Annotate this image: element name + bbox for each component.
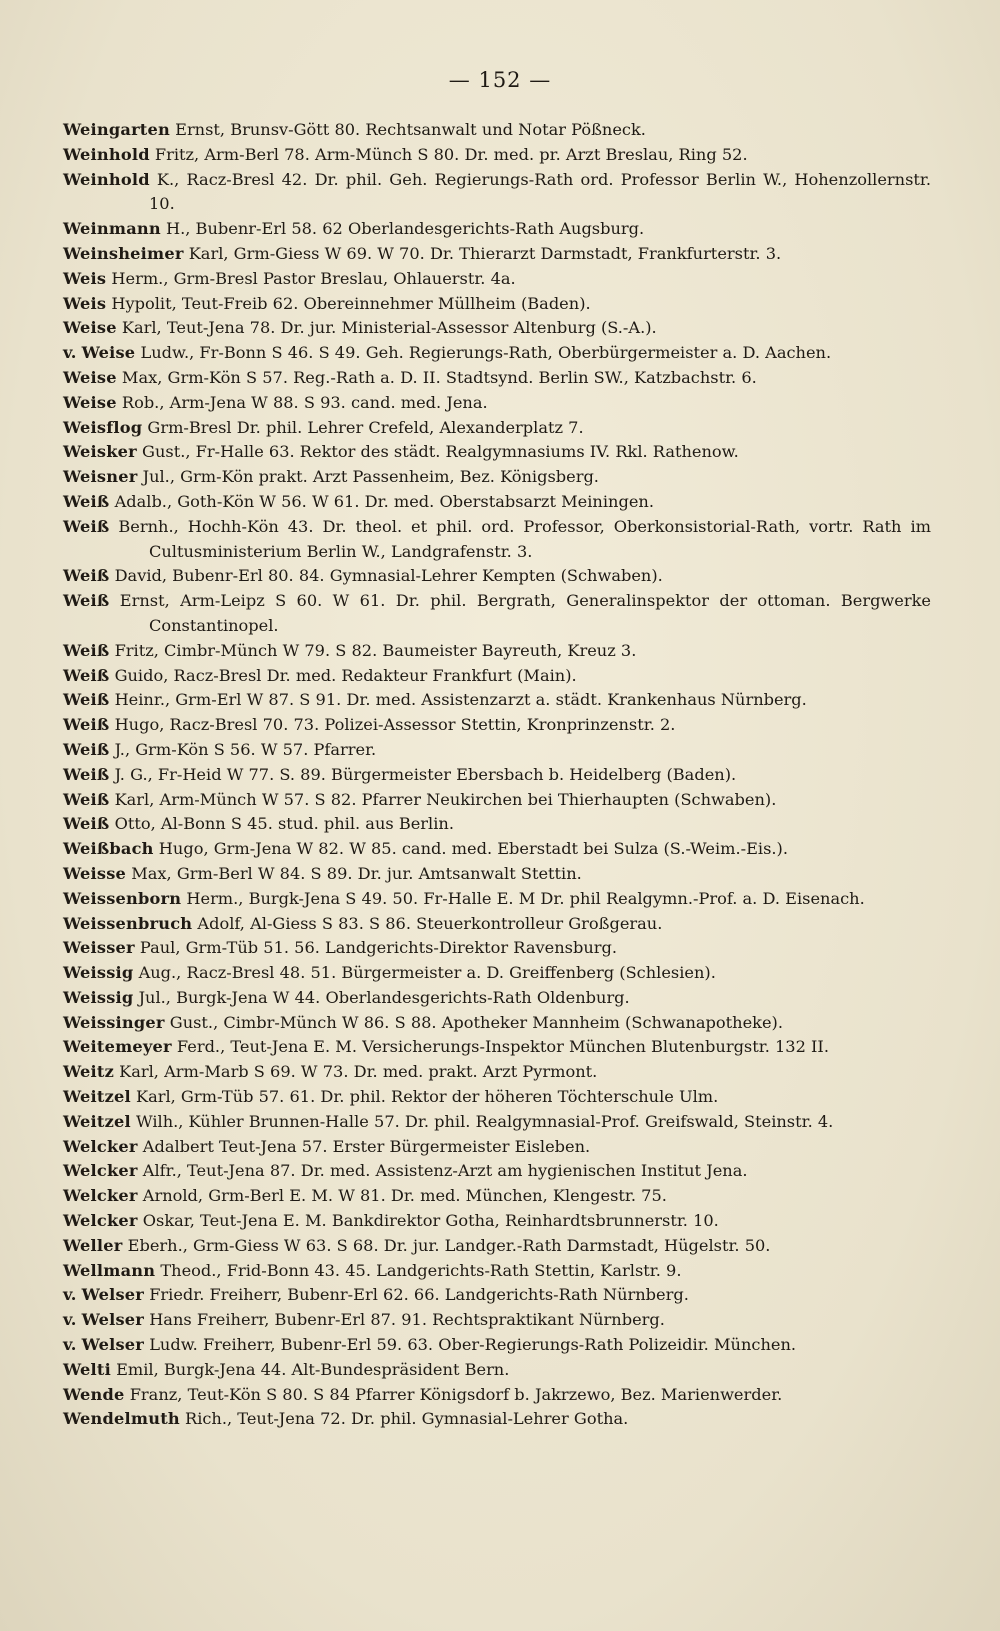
entry-details: Jul., Grm-Kön prakt. Arzt Passenheim, Bez. Königsberg. xyxy=(142,467,599,487)
entry-surname: Weinhold xyxy=(63,144,150,164)
entry-details: Adalbert Teut-Jena 57. Erster Bürgermeister Eisleben. xyxy=(142,1136,591,1156)
entry-details: Guido, Racz-Bresl Dr. med. Redakteur Frankfurt (Main). xyxy=(114,665,577,685)
list-item xyxy=(63,341,931,366)
entry-surname: Welti xyxy=(63,1359,111,1379)
list-item xyxy=(63,589,931,639)
entry-details: Ludw. Freiherr, Bubenr-Erl 59. 63. Ober-Regierungs-Rath Polizeidir. München. xyxy=(149,1335,797,1355)
entry-details: Paul, Grm-Tüb 51. 56. Landgerichts-Direktor Ravensburg. xyxy=(139,938,617,958)
list-item xyxy=(63,1184,931,1209)
list-item xyxy=(63,1060,931,1085)
entry-details: Eberh., Grm-Giess W 63. S 68. Dr. jur. Landger.-Rath Darmstadt, Hügelstr. 50. xyxy=(127,1235,771,1255)
page-number: — 152 — xyxy=(448,68,552,92)
list-item xyxy=(63,1159,931,1184)
entry-surname: Weis xyxy=(63,293,107,313)
entry-details: J. G., Fr-Heid W 77. S. 89. Bürgermeister Ebersbach b. Heidelberg (Baden). xyxy=(114,764,737,784)
entry-surname: Weiß xyxy=(63,491,110,511)
entry-surname: Welcker xyxy=(63,1211,138,1231)
list-item xyxy=(63,292,931,317)
list-item xyxy=(63,366,931,391)
entry-list xyxy=(63,118,931,1432)
list-item xyxy=(63,912,931,937)
list-item xyxy=(63,1011,931,1036)
entry-details: Friedr. Freiherr, Bubenr-Erl 62. 66. Landgerichts-Rath Nürnberg. xyxy=(149,1285,689,1305)
entry-details: Gust., Cimbr-Münch W 86. S 88. Apotheker Mannheim (Schwanapotheke). xyxy=(169,1012,783,1032)
entry-surname: Weissenborn xyxy=(63,888,182,908)
list-item xyxy=(63,664,931,689)
entry-surname: Weißbach xyxy=(63,839,154,859)
entry-surname: Weitemeyer xyxy=(63,1037,172,1057)
entry-surname: Weingarten xyxy=(63,120,170,139)
entry-surname: Weiß xyxy=(63,516,110,536)
entry-surname: Welser xyxy=(81,1335,145,1355)
list-item xyxy=(63,1383,931,1408)
entry-surname: Welser xyxy=(81,1310,145,1330)
list-item xyxy=(63,1407,931,1432)
entry-details: Karl, Grm-Giess W 69. W 70. Dr. Thierarzt Darmstadt, Frankfurterstr. 3. xyxy=(188,243,782,263)
entry-details: J., Grm-Kön S 56. W 57. Pfarrer. xyxy=(114,739,377,759)
entry-details: Otto, Al-Bonn S 45. stud. phil. aus Berlin. xyxy=(114,814,454,834)
list-item xyxy=(63,961,931,986)
list-item xyxy=(63,1135,931,1160)
list-item xyxy=(63,1234,931,1259)
entry-surname: Welser xyxy=(81,1285,145,1305)
entry-surname: Weissig xyxy=(63,963,134,983)
entry-details: Hugo, Racz-Bresl 70. 73. Polizei-Assessor Stettin, Kronprinzenstr. 2. xyxy=(114,715,676,735)
entry-details: Theod., Frid-Bonn 43. 45. Landgerichts-Rath Stettin, Karlstr. 9. xyxy=(160,1260,682,1280)
entry-details: Karl, Teut-Jena 78. Dr. jur. Ministerial-Assessor Altenburg (S.-A.). xyxy=(121,318,657,338)
entry-surname: Welcker xyxy=(63,1186,138,1206)
list-item xyxy=(63,1035,931,1060)
list-item xyxy=(63,242,931,267)
list-item xyxy=(63,490,931,515)
list-item xyxy=(63,316,931,341)
list-item xyxy=(63,1209,931,1234)
entry-details: Rich., Teut-Jena 72. Dr. phil. Gymnasial-Lehrer Gotha. xyxy=(185,1409,629,1429)
entry-surname: Wende xyxy=(63,1384,125,1404)
entry-details: Aug., Racz-Bresl 48. 51. Bürgermeister a. D. Greiffenberg (Schlesien). xyxy=(138,963,716,983)
entry-surname: Weis xyxy=(63,268,107,288)
list-item xyxy=(63,1085,931,1110)
entry-surname: Weller xyxy=(63,1235,123,1255)
list-item xyxy=(63,217,931,242)
entry-prefix: v. xyxy=(63,1285,77,1305)
list-item xyxy=(63,1283,931,1308)
entry-surname: Weiß xyxy=(63,789,110,809)
entry-prefix: v. xyxy=(63,1335,77,1355)
entry-details: Rob., Arm-Jena W 88. S 93. cand. med. Jena. xyxy=(121,392,488,412)
entry-details: Emil, Burgk-Jena 44. Alt-Bundespräsident Bern. xyxy=(116,1359,510,1379)
entry-surname: Weitzel xyxy=(63,1111,131,1131)
entry-details: Bernh., Hochh-Kön 43. Dr. theol. et phil. ord. Professor, Oberkonsistorial-Rath, vortr. Rath im Cultusministerium Berlin W., Landgrafenstr. 3. xyxy=(118,516,931,561)
entry-surname: Weissenbruch xyxy=(63,913,193,933)
entry-details: Hans Freiherr, Bubenr-Erl 87. 91. Rechtspraktikant Nürnberg. xyxy=(149,1310,665,1330)
list-item xyxy=(63,1110,931,1135)
entry-surname: Weiß xyxy=(63,715,110,735)
entry-surname: Weiß xyxy=(63,591,110,611)
entry-details: Adolf, Al-Giess S 83. S 86. Steuerkontrolleur Großgerau. xyxy=(197,913,663,933)
entry-surname: Weisker xyxy=(63,442,137,462)
entry-prefix: v. xyxy=(63,1310,77,1330)
list-item xyxy=(63,887,931,912)
entry-surname: Weinmann xyxy=(63,219,161,239)
list-item xyxy=(63,416,931,441)
entry-surname: Welcker xyxy=(63,1136,138,1156)
entry-surname: Weiß xyxy=(63,814,110,834)
list-item xyxy=(63,738,931,763)
entry-details: Ernst, Arm-Leipz S 60. W 61. Dr. phil. Bergrath, Generalinspektor der ottoman. Bergwerke Constantinopel. xyxy=(119,591,931,635)
entry-details: H., Bubenr-Erl 58. 62 Oberlandesgerichts-Rath Augsburg. xyxy=(166,219,645,239)
entry-surname: Weise xyxy=(63,367,117,387)
entry-surname: Weinhold xyxy=(63,169,150,189)
entry-surname: Weise xyxy=(81,343,136,363)
entry-details: Fritz, Arm-Berl 78. Arm-Münch S 80. Dr. med. pr. Arzt Breslau, Ring 52. xyxy=(154,144,748,164)
entry-surname: Weisse xyxy=(63,863,127,883)
entry-surname: Weitzel xyxy=(63,1087,131,1107)
entry-details: Ferd., Teut-Jena E. M. Versicherungs-Inspektor München Blutenburgstr. 132 II. xyxy=(176,1037,829,1057)
entry-details: Karl, Arm-Münch W 57. S 82. Pfarrer Neukirchen bei Thierhaupten (Schwaben). xyxy=(114,789,777,809)
entry-details: Max, Grm-Kön S 57. Reg.-Rath a. D. II. Stadtsynd. Berlin SW., Katzbachstr. 6. xyxy=(121,367,757,387)
entry-surname: Weiß xyxy=(63,566,110,586)
list-item xyxy=(63,862,931,887)
entry-surname: Weisser xyxy=(63,938,135,958)
entry-details: Karl, Arm-Marb S 69. W 73. Dr. med. prakt. Arzt Pyrmont. xyxy=(119,1062,598,1082)
list-item xyxy=(63,391,931,416)
entry-details: Franz, Teut-Kön S 80. S 84 Pfarrer Königsdorf b. Jakrzewo, Bez. Marienwerder. xyxy=(129,1384,783,1404)
entry-details: David, Bubenr-Erl 80. 84. Gymnasial-Lehrer Kempten (Schwaben). xyxy=(114,566,663,586)
entry-details: Gust., Fr-Halle 63. Rektor des städt. Realgymnasiums IV. Rkl. Rathenow. xyxy=(142,442,739,462)
entry-details: Heinr., Grm-Erl W 87. S 91. Dr. med. Assistenzarzt a. städt. Krankenhaus Nürnberg. xyxy=(114,690,807,710)
entry-details: K., Racz-Bresl 42. Dr. phil. Geh. Regierungs-Rath ord. Professor Berlin W., Hohenzollernstr. 10. xyxy=(149,169,931,214)
list-item xyxy=(63,143,931,168)
list-item xyxy=(63,639,931,664)
entry-prefix: v. xyxy=(63,343,77,363)
list-item xyxy=(63,1358,931,1383)
list-item xyxy=(63,713,931,738)
entry-surname: Wellmann xyxy=(63,1260,156,1280)
entry-details: Adalb., Goth-Kön W 56. W 61. Dr. med. Oberstabsarzt Meiningen. xyxy=(114,491,654,511)
entry-surname: Weiß xyxy=(63,764,110,784)
entry-surname: Welcker xyxy=(63,1161,138,1181)
list-item xyxy=(63,564,931,589)
entry-surname: Wendelmuth xyxy=(63,1409,180,1429)
entry-details: Wilh., Kühler Brunnen-Halle 57. Dr. phil. Realgymnasial-Prof. Greifswald, Steinstr. 4. xyxy=(135,1111,834,1131)
entry-details: Arnold, Grm-Berl E. M. W 81. Dr. med. München, Klengestr. 75. xyxy=(142,1186,667,1206)
entry-surname: Weissinger xyxy=(63,1012,165,1032)
entry-details: Grm-Bresl Dr. phil. Lehrer Crefeld, Alexanderplatz 7. xyxy=(147,417,584,437)
entry-surname: Weitz xyxy=(63,1062,114,1082)
entry-details: Alfr., Teut-Jena 87. Dr. med. Assistenz-Arzt am hygienischen Institut Jena. xyxy=(142,1161,748,1181)
entry-surname: Weisflog xyxy=(63,417,143,437)
entry-details: Fritz, Cimbr-Münch W 79. S 82. Baumeister Bayreuth, Kreuz 3. xyxy=(114,640,637,660)
list-item xyxy=(63,788,931,813)
list-item xyxy=(63,763,931,788)
entry-details: Max, Grm-Berl W 84. S 89. Dr. jur. Amtsanwalt Stettin. xyxy=(131,863,582,883)
list-item xyxy=(63,118,931,143)
list-item xyxy=(63,515,931,565)
list-item xyxy=(63,986,931,1011)
entry-details: Ernst, Brunsv-Gött 80. Rechtsanwalt und Notar Pößneck. xyxy=(175,120,646,139)
entry-details: Karl, Grm-Tüb 57. 61. Dr. phil. Rektor der höheren Töchterschule Ulm. xyxy=(135,1087,719,1107)
entry-surname: Weiß xyxy=(63,690,110,710)
list-item xyxy=(63,465,931,490)
list-item xyxy=(63,267,931,292)
entry-surname: Weissig xyxy=(63,987,134,1007)
list-item xyxy=(63,440,931,465)
entry-surname: Weiß xyxy=(63,739,110,759)
list-item xyxy=(63,837,931,862)
entry-surname: Weinsheimer xyxy=(63,243,184,263)
list-item xyxy=(63,688,931,713)
list-item xyxy=(63,1308,931,1333)
entry-details: Hypolit, Teut-Freib 62. Obereinnehmer Müllheim (Baden). xyxy=(111,293,591,313)
entry-details: Ludw., Fr-Bonn S 46. S 49. Geh. Regierungs-Rath, Oberbürgermeister a. D. Aachen. xyxy=(140,343,832,363)
entry-details: Hugo, Grm-Jena W 82. W 85. cand. med. Eberstadt bei Sulza (S.-Weim.-Eis.). xyxy=(158,839,788,859)
entry-surname: Weise xyxy=(63,318,117,338)
entry-details: Oskar, Teut-Jena E. M. Bankdirektor Gotha, Reinhardtsbrunnerstr. 10. xyxy=(142,1211,719,1231)
list-item xyxy=(63,168,931,218)
entry-details: Herm., Grm-Bresl Pastor Breslau, Ohlauerstr. 4a. xyxy=(111,268,516,288)
entry-details: Herm., Burgk-Jena S 49. 50. Fr-Halle E. M Dr. phil Realgymn.-Prof. a. D. Eisenach. xyxy=(186,888,865,908)
entry-surname: Weisner xyxy=(63,467,138,487)
entry-surname: Weiß xyxy=(63,665,110,685)
entry-details: Jul., Burgk-Jena W 44. Oberlandesgerichts-Rath Oldenburg. xyxy=(138,987,630,1007)
entry-surname: Weiß xyxy=(63,640,110,660)
entry-surname: Weise xyxy=(63,392,117,412)
list-item xyxy=(63,1259,931,1284)
list-item xyxy=(63,1333,931,1358)
list-item xyxy=(63,812,931,837)
list-item xyxy=(63,936,931,961)
